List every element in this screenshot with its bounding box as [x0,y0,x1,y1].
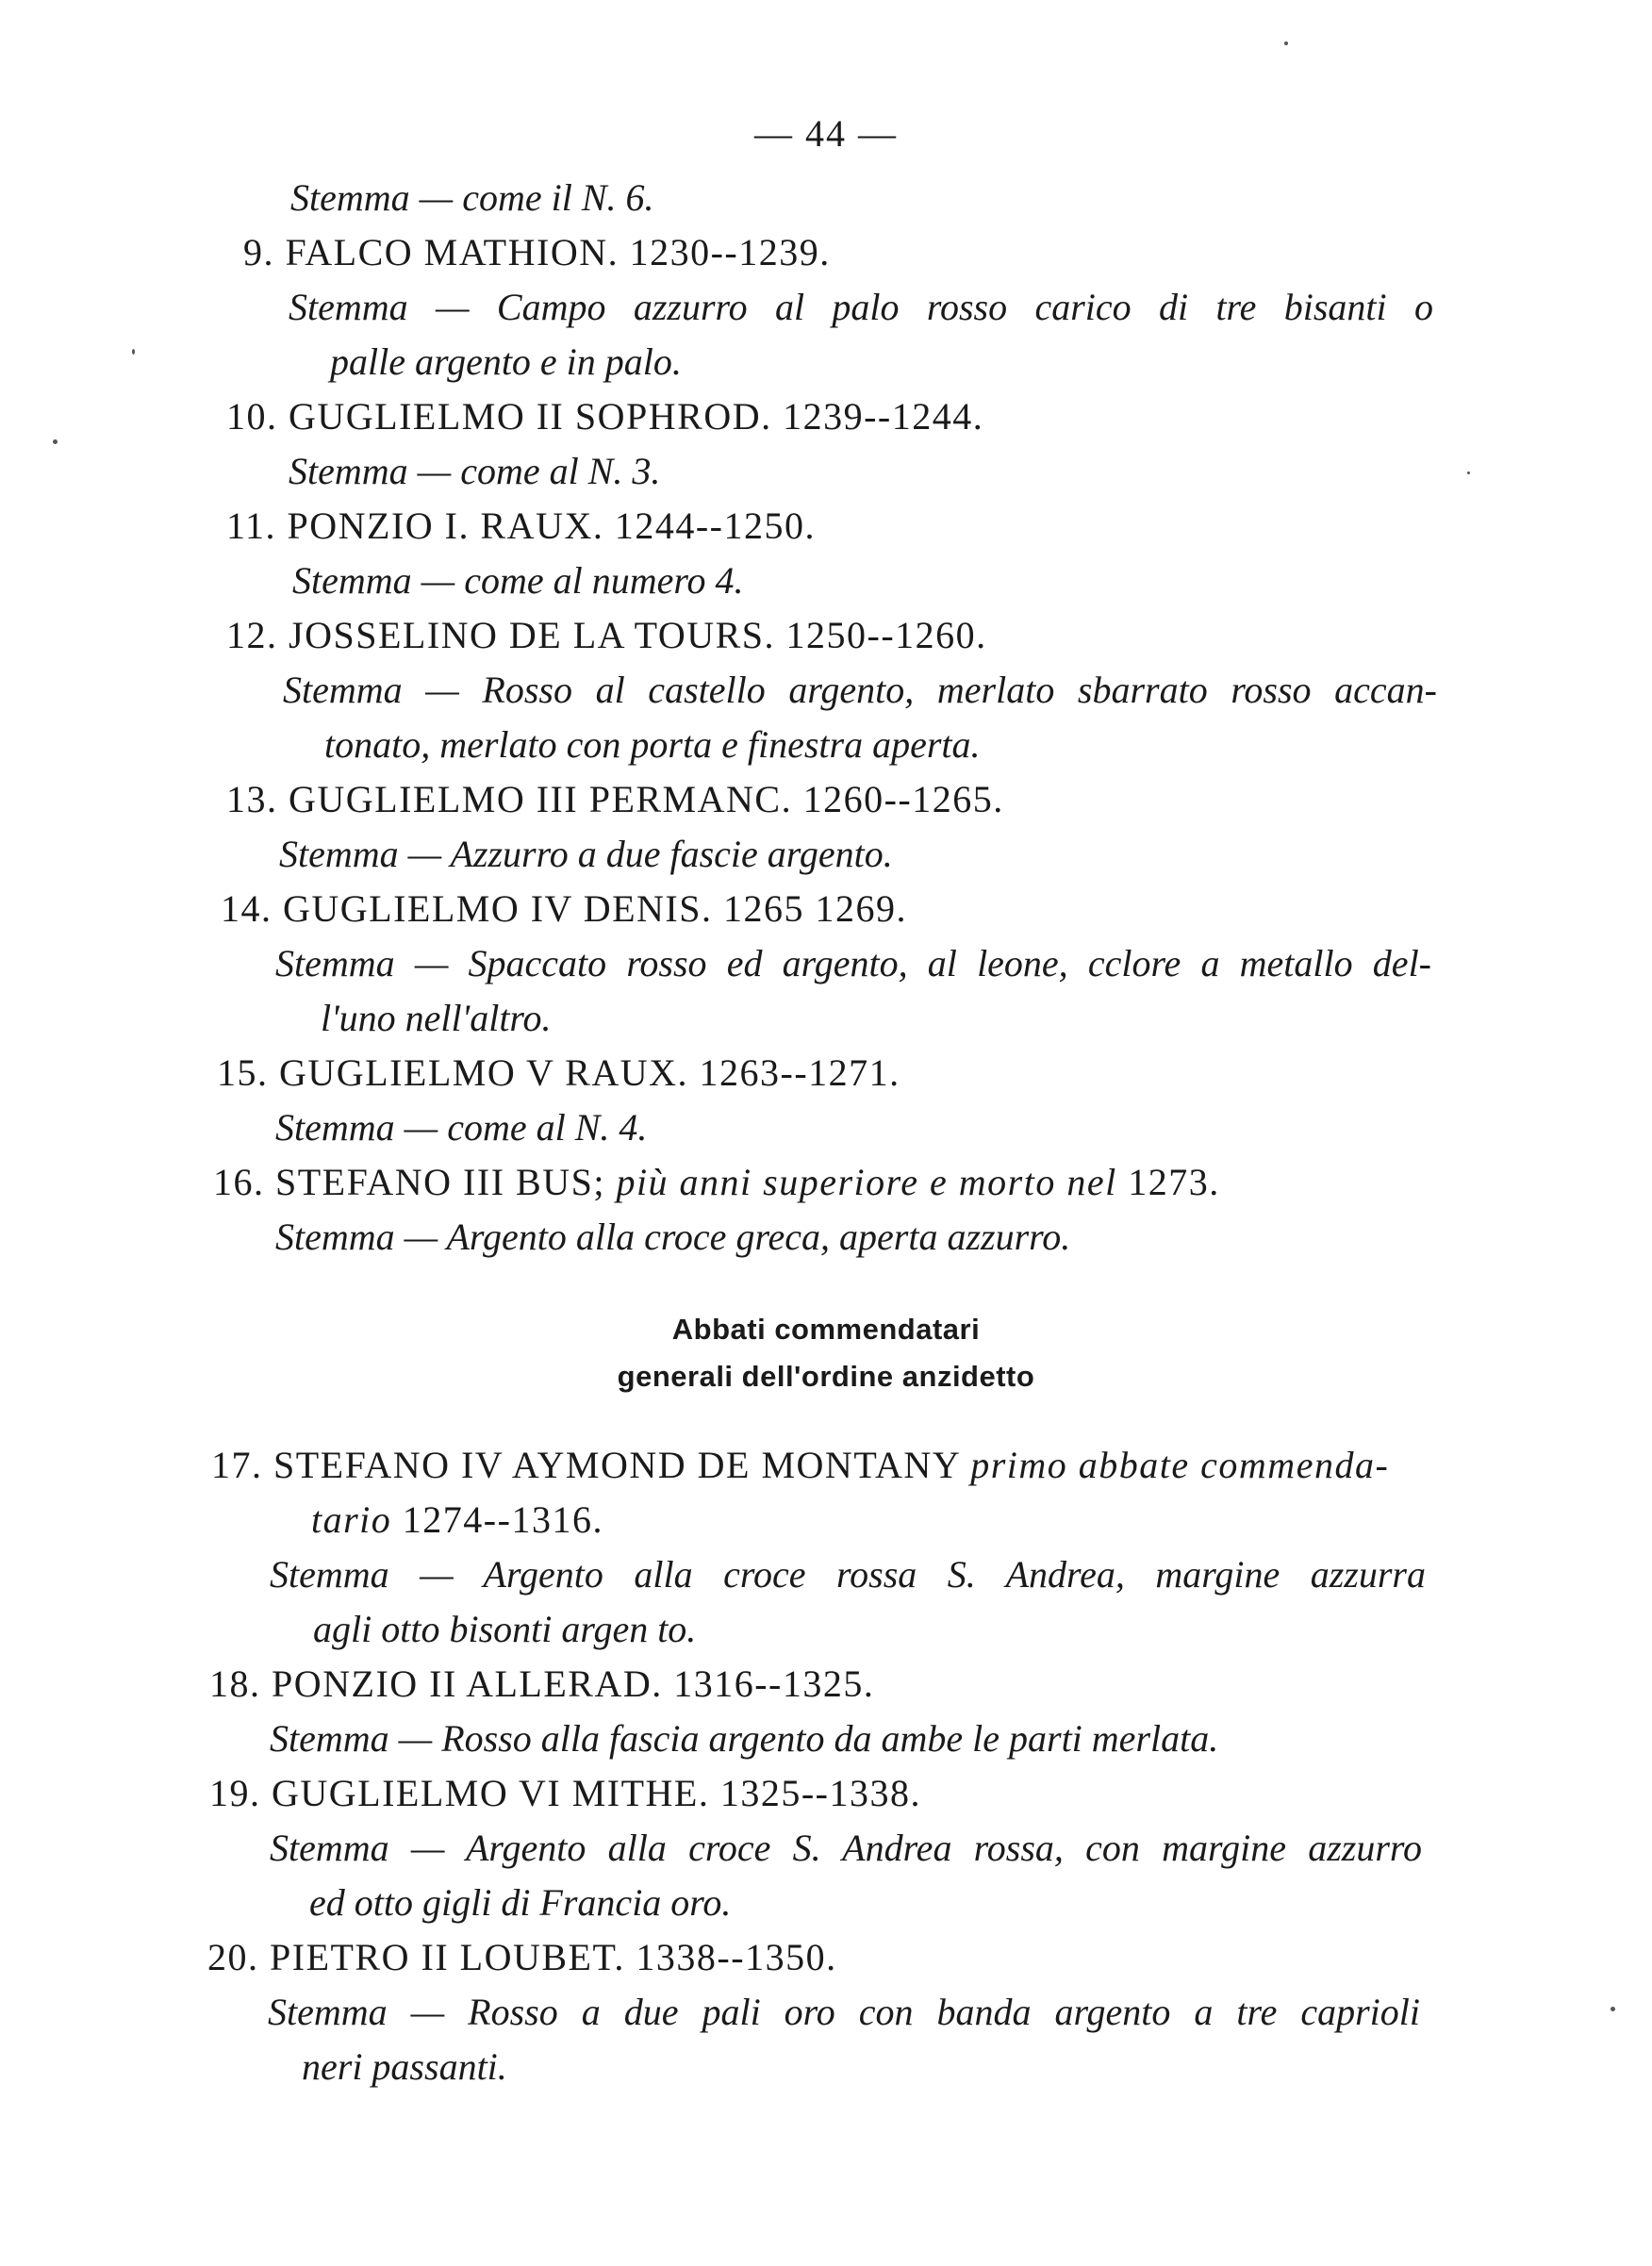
entry-12: 12. JOSSELINO DE LA TOURS. 1250--1260. [226,614,987,656]
stemma-line: Stemma — come al numero 4. [292,559,744,602]
entry-16-year: 1273. [1128,1161,1220,1203]
entry-15: 15. GUGLIELMO V RAUX. 1263--1271. [217,1051,900,1094]
stemma-line: Stemma — Argento alla croce greca, aperta azzurro. [275,1216,1071,1258]
page-number: — 44 — [754,112,898,155]
entry-17-years: 1274--1316. [402,1498,603,1541]
entry-19: 19. GUGLIELMO VI MITHE. 1325--1338. [209,1772,921,1814]
section-heading-line-1: Abbati commendatari [671,1313,981,1346]
stemma-line: Stemma — Spaccato rosso ed argento, al leone, cclore a metallo del- [275,942,1431,984]
stemma-line: Stemma — Rosso alla fascia argento da ambe le parti merlata. [270,1717,1219,1760]
entry-16-name: 16. STEFANO III BUS; [213,1161,605,1203]
entry-11: 11. PONZIO I. RAUX. 1244--1250. [226,504,816,547]
stemma-line: Stemma — Rosso a due pali oro con banda argento a tre caprioli [268,1991,1420,2033]
stemma-continuation: neri passanti. [302,2045,507,2088]
stemma-continuation: l'uno nell'altro. [321,997,552,1039]
stemma-continuation: ed otto gigli di Francia oro. [309,1881,732,1924]
print-speck [53,439,58,444]
entry-9: 9. FALCO MATHION. 1230--1239. [243,231,831,273]
stemma-continuation: agli otto bisonti argen to. [313,1608,697,1650]
print-speck [1611,2007,1615,2011]
stemma-line: Stemma — come al N. 4. [275,1106,648,1149]
entry-14: 14. GUGLIELMO IV DENIS. 1265 1269. [221,887,907,930]
entry-17-note-cont: tario [311,1498,392,1541]
entry-13: 13. GUGLIELMO III PERMANC. 1260--1265. [226,778,1004,820]
stemma-line: Stemma — come al N. 3. [289,450,661,492]
stemma-line: Stemma — Argento alla croce S. Andrea rossa, con margine azzurro [270,1827,1422,1869]
print-speck [132,349,135,355]
stemma-line: Stemma — Argento alla croce rossa S. Andrea, margine azzurra [270,1553,1426,1596]
entry-17-continuation [311,1497,603,1543]
stemma-line: Stemma — Campo azzurro al palo rosso carico di tre bisanti o [289,286,1433,328]
entry-17-note: primo abbate commenda- [970,1444,1390,1486]
stemma-line: Stemma — come il N. 6. [290,176,654,219]
entry-18: 18. PONZIO II ALLERAD. 1316--1325. [209,1662,875,1705]
print-speck [1284,41,1288,45]
entry-17-name: 17. STEFANO IV AYMOND DE MONTANY [211,1444,960,1486]
entry-16 [213,1160,1220,1205]
entry-16-note: più anni superiore e morto nel [616,1161,1117,1203]
stemma-line: Stemma — Azzurro a due fascie argento. [279,833,893,875]
section-heading-line-2: generali dell'ordine anzidetto [617,1360,1035,1393]
entry-17 [211,1443,1389,1488]
stemma-continuation: tonato, merlato con porta e finestra aperta. [324,723,981,766]
entry-10: 10. GUGLIELMO II SOPHROD. 1239--1244. [226,395,984,438]
stemma-continuation: palle argento e in palo. [330,340,682,383]
stemma-line: Stemma — Rosso al castello argento, merlato sbarrato rosso accan- [283,669,1437,711]
print-speck [1467,471,1470,474]
entry-20: 20. PIETRO II LOUBET. 1338--1350. [207,1936,837,1978]
